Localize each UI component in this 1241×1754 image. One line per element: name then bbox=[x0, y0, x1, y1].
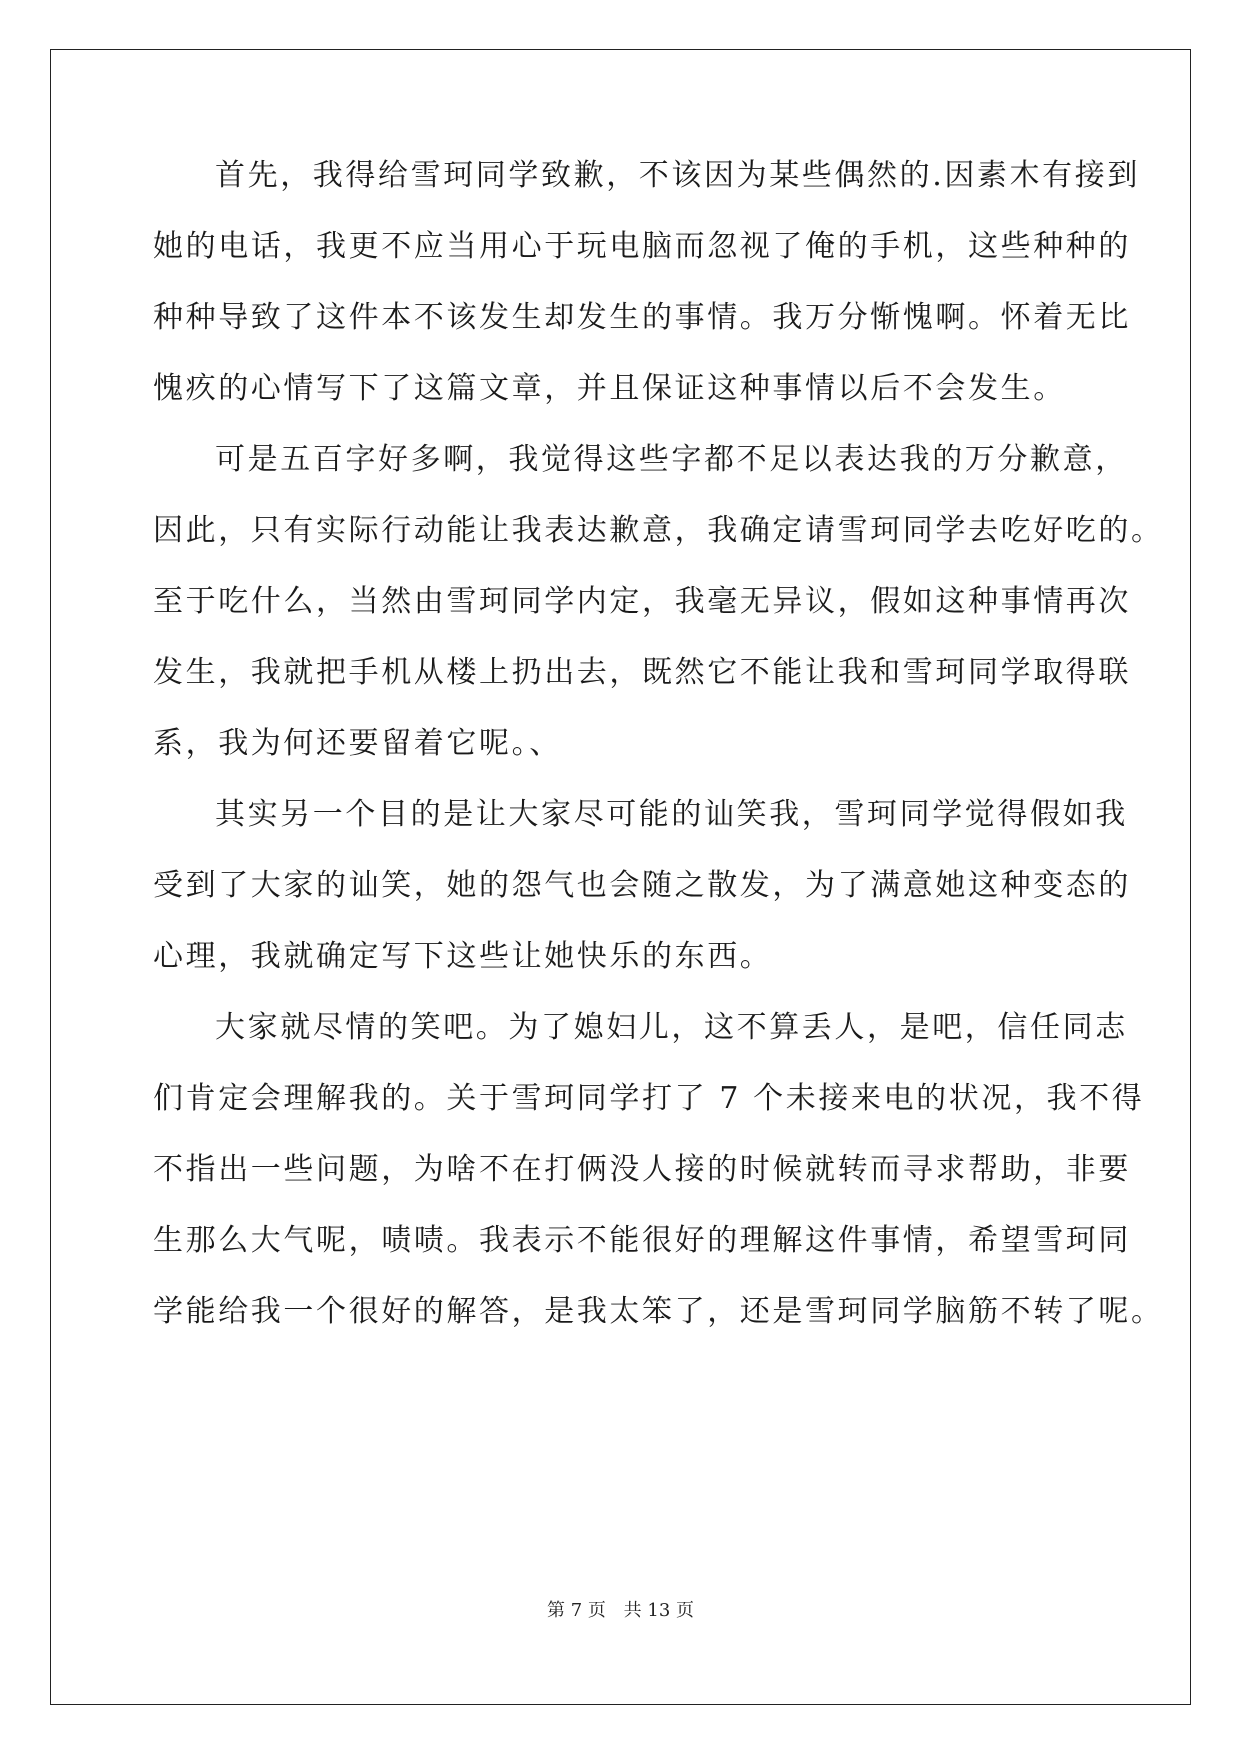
paragraph-1-line-2: 她的电话，我更不应当用心于玩电脑而忽视了俺的手机，这些种种的 bbox=[153, 229, 1131, 264]
paragraph-2-line-1: 可是五百字好多啊，我觉得这些字都不足以表达我的万分歉意， bbox=[215, 442, 1128, 477]
paragraph-2-line-3: 至于吃什么，当然由雪珂同学内定，我毫无异议，假如这种事情再次 bbox=[153, 584, 1131, 619]
paragraph-2-line-4: 发生，我就把手机从楼上扔出去，既然它不能让我和雪珂同学取得联 bbox=[153, 655, 1131, 690]
paragraph-4-line-1: 大家就尽情的笑吧。为了媳妇儿，这不算丢人，是吧，信任同志 bbox=[215, 1010, 1128, 1045]
page-total: 共 13 页 bbox=[623, 1600, 694, 1621]
paragraph-2-line-2: 因此，只有实际行动能让我表达歉意，我确定请雪珂同学去吃好吃的。 bbox=[153, 513, 1164, 548]
paragraph-4-line-2: 们肯定会理解我的。关于雪珂同学打了 7 个未接来电的状况，我不得 bbox=[153, 1081, 1145, 1116]
paragraph-4-line-3: 不指出一些问题，为啥不在打俩没人接的时候就转而寻求帮助，非要 bbox=[153, 1152, 1131, 1187]
page-footer bbox=[0, 1600, 1241, 1622]
paragraph-1-line-4: 愧疚的心情写下了这篇文章，并且保证这种事情以后不会发生。 bbox=[153, 371, 1066, 406]
paragraph-4-line-5: 学能给我一个很好的解答，是我太笨了，还是雪珂同学脑筋不转了呢。 bbox=[153, 1294, 1164, 1329]
paragraph-3-line-3: 心理，我就确定写下这些让她快乐的东西。 bbox=[153, 939, 773, 974]
page-number: 第 7 页 bbox=[547, 1600, 606, 1621]
paragraph-3-line-2: 受到了大家的讪笑，她的怨气也会随之散发，为了满意她这种变态的 bbox=[153, 868, 1131, 903]
paragraph-4-line-4: 生那么大气呢，啧啧。我表示不能很好的理解这件事情，希望雪珂同 bbox=[153, 1223, 1131, 1258]
paragraph-2-line-5: 系，我为何还要留着它呢。、 bbox=[153, 726, 562, 761]
paragraph-1-line-3: 种种导致了这件本不该发生却发生的事情。我万分惭愧啊。怀着无比 bbox=[153, 300, 1131, 335]
paragraph-3-line-1: 其实另一个目的是让大家尽可能的讪笑我，雪珂同学觉得假如我 bbox=[215, 797, 1128, 832]
paragraph-1-line-1: 首先，我得给雪珂同学致歉，不该因为某些偶然的.因素木有接到 bbox=[215, 158, 1140, 193]
